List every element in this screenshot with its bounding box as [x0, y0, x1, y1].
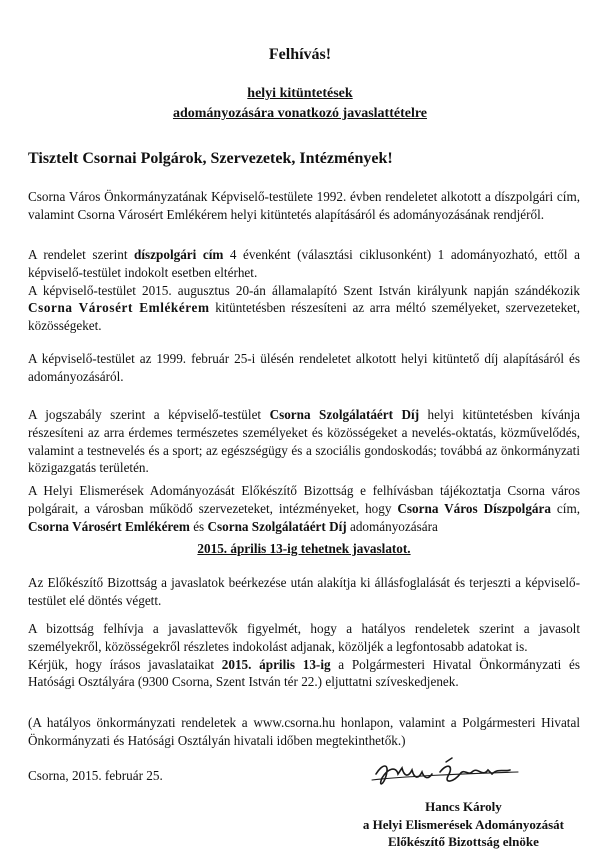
- salutation: Tisztelt Csornai Polgárok, Szervezetek, Intézmények!: [28, 150, 393, 167]
- paragraph-7: [28, 620, 580, 691]
- p7-text-d: a Polgármesteri Hivatal Önkormányzati és Hatósági Osztályára (9300 Csorna, Szent István tér 22.) eljuttatni szíveskedjenek.: [28, 656, 580, 690]
- paragraph-5: [28, 482, 580, 535]
- p5-text-a: A Helyi Elismerések Adományozását Előkészítő Bizottság e felhívásban tájékoztatja Csorna város polgárait, a városban működő szervezeteket, intézményeket, hogy: [28, 483, 580, 516]
- document-date: Csorna, 2015. február 25.: [28, 768, 163, 783]
- subtitle-line-2: adományozására vonatkozó javaslattételre: [172, 106, 428, 121]
- paragraph-3: A képviselő-testület az 1999. február 25-i ülésén rendeletet alkotott helyi kitüntető díj alapításáról és adományozásáról.: [28, 351, 580, 384]
- p5-bold-diszpolgara: Csorna Város Díszpolgára: [397, 500, 551, 516]
- deadline-line: [28, 540, 580, 558]
- p2-text-a: A rendelet szerint: [28, 247, 135, 262]
- p7-text-a: A bizottság felhívja a javaslattevők figyelmét, hogy a hatályos rendeletek szerint a javasolt személyekről, közösségekről részletes indokolást adjanak, közöljék a legfontosabb adatokat is.: [28, 621, 580, 654]
- p7-bold-deadline: 2015. április 13-ig: [221, 656, 331, 672]
- p7-text-b: Kérjük, hogy írásos javaslataikat: [28, 656, 222, 672]
- paragraph-4: [28, 406, 580, 477]
- p2-text-c: 4 évenként (választási ciklusonként) 1 adományozható, ettől a képviselő-testület indokolt esetben eltérhet.: [28, 247, 580, 280]
- paragraph-6: Az Előkészítő Bizottság a javaslatok beérkezése után alakítja ki állásfoglalását és terjeszti a képviselő-testület elé döntés végett.: [28, 575, 580, 608]
- p5-text-c: cím,: [550, 500, 580, 516]
- signature-block: [363, 798, 564, 851]
- handwritten-signature: [368, 754, 528, 802]
- p5-bold-emlekerem: Csorna Városért Emlékérem: [28, 518, 190, 534]
- p2-bold-emlekerem: Csorna Városért Emlékérem: [28, 300, 210, 316]
- p5-text-g: adományozására: [346, 518, 438, 534]
- p5-text-e: és: [189, 518, 208, 534]
- p4-text-c: helyi kitüntetésben kívánja részesíteni az arra érdemes természetes személyeket és közösségeket a nevelés-oktatás, közművelődés, valamint a testnevelés és a sport; az egészségügy és a szociális gondoskodás; továbbá az önkormányzati közigazgatás területén.: [28, 407, 580, 476]
- paragraph-1: Csorna Város Önkormányzatának Képviselő-testülete 1992. évben rendeletet alkotott a díszpolgári cím, valamint Csorna Városért Emlékérem helyi kitüntetés alapításáról és adományozásának rendjéről.: [28, 189, 580, 222]
- p2-bold-diszpolgari: díszpolgári cím: [134, 247, 224, 262]
- document-title: Felhívás!: [268, 46, 332, 63]
- signer-name: Hancs Károly: [425, 799, 502, 814]
- signer-title-line-1: a Helyi Elismerések Adományozását: [362, 816, 564, 832]
- p5-bold-szolgalataert: Csorna Szolgálatáért Díj: [207, 518, 347, 534]
- p2-text-d: A képviselő-testület 2015. augusztus 20-án államalapító Szent István királyunk napján szándékozik: [28, 282, 580, 298]
- paragraph-8: (A hatályos önkormányzati rendeletek a www.csorna.hu honlapon, valamint a Polgármesteri Hivatal Önkormányzati és Hatósági Osztályán hivatali időben megtekinthetők.): [28, 715, 580, 748]
- deadline-text: 2015. április 13-ig tehetnek javaslatot.: [197, 541, 411, 556]
- subtitle-line-1: helyi kitüntetések: [247, 86, 353, 101]
- signer-title-line-2: Előkészítő Bizottság elnöke: [387, 834, 539, 849]
- p2-text-f: kitüntetésben részesíteni az arra méltó személyeket, szervezeteket, közösségeket.: [28, 300, 580, 334]
- p4-text-a: A jogszabály szerint a képviselő-testület: [28, 407, 270, 422]
- paragraph-2: [28, 246, 580, 335]
- p4-bold-szolgalataert: Csorna Szolgálatáért Díj: [269, 407, 420, 422]
